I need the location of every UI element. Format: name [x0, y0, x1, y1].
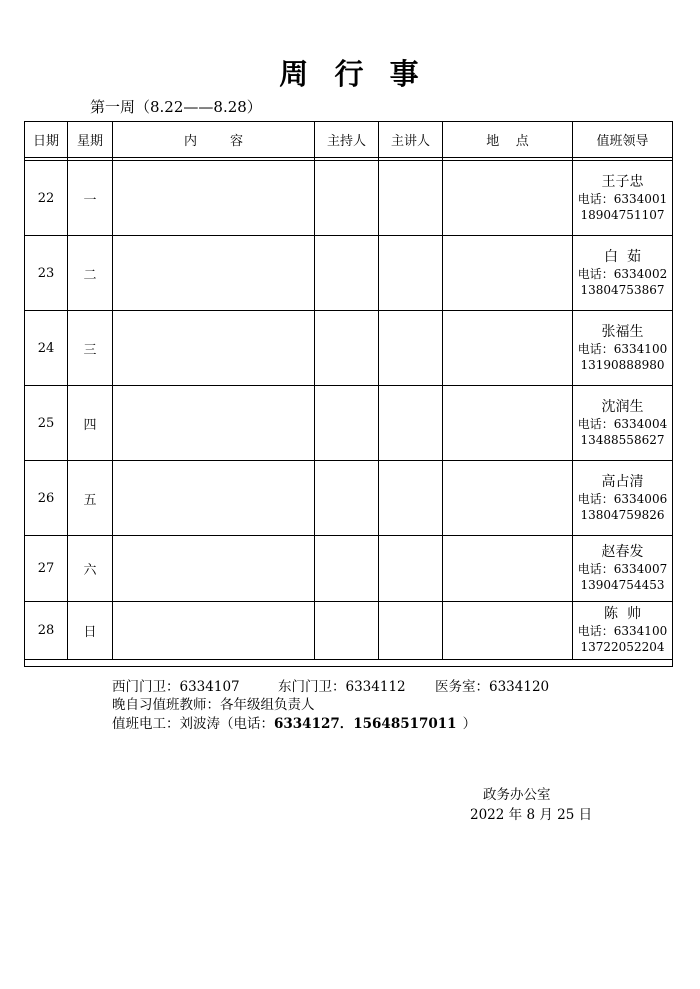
host-cell [315, 311, 379, 386]
leader-phone: 电话：6334006 [577, 491, 668, 506]
electrician-prefix: 值班电工：刘波涛（电话： [112, 716, 274, 732]
leader-cell [573, 236, 673, 311]
leader-mobile: 13190888980 [580, 357, 665, 372]
weekday-cell: 六 [68, 536, 113, 602]
leader-name: 高占清 [601, 473, 644, 490]
host-cell [315, 386, 379, 461]
weekday-cell: 二 [68, 236, 113, 311]
header-location: 地 点 [443, 122, 573, 158]
page-title: 周 行 事 [279, 57, 421, 91]
speaker-cell [379, 161, 443, 236]
speaker-cell [379, 602, 443, 660]
leader-phone: 电话：6334007 [577, 562, 668, 576]
host-cell [315, 461, 379, 536]
location-cell [443, 161, 573, 236]
clinic-phone: 医务室：6334120 [435, 679, 550, 695]
host-cell [315, 602, 379, 660]
east-gate-phone: 东门门卫：6334112 [278, 679, 406, 695]
table-bottom-spacer-row [25, 660, 673, 667]
leader-phone: 电话：6334100 [577, 341, 668, 356]
date-cell: 26 [25, 461, 68, 536]
leader-name: 赵春发 [601, 544, 644, 560]
leader-mobile: 13804759826 [580, 507, 665, 522]
table-row [25, 386, 673, 461]
weekday-cell: 五 [68, 461, 113, 536]
speaker-cell [379, 236, 443, 311]
leader-cell [573, 602, 673, 660]
leader-mobile: 13904754453 [580, 578, 665, 592]
speaker-cell [379, 311, 443, 386]
leader-cell [573, 461, 673, 536]
leader-name: 张福生 [601, 323, 644, 340]
electrician-phones: 6334127．15648517011 [274, 716, 457, 732]
header-content: 内 容 [113, 122, 315, 158]
evening-study-line: 晚自习值班教师：各年级组负责人 [112, 697, 315, 713]
leader-phone: 电话：6334004 [577, 416, 668, 431]
weekday-cell: 日 [68, 602, 113, 660]
leader-cell [573, 536, 673, 602]
header-host: 主持人 [315, 122, 379, 158]
leader-phone: 电话：6334001 [577, 191, 668, 206]
leader-phone: 电话：6334100 [577, 624, 668, 638]
table-row [25, 236, 673, 311]
content-cell [113, 236, 315, 311]
weekday-cell: 四 [68, 386, 113, 461]
weekday-cell: 三 [68, 311, 113, 386]
signature-office: 政务办公室 [483, 787, 551, 803]
header-leader: 值班领导 [573, 122, 673, 158]
header-date: 日期 [25, 122, 68, 158]
location-cell [443, 461, 573, 536]
leader-cell [573, 386, 673, 461]
header-speaker: 主讲人 [379, 122, 443, 158]
table-row [25, 602, 673, 660]
location-cell [443, 311, 573, 386]
date-cell: 24 [25, 311, 68, 386]
host-cell [315, 236, 379, 311]
location-cell [443, 236, 573, 311]
content-cell [113, 311, 315, 386]
content-cell [113, 386, 315, 461]
table-row [25, 161, 673, 236]
west-gate-phone: 西门门卫：6334107 [112, 679, 240, 695]
leader-mobile: 13804753867 [580, 282, 665, 297]
date-cell: 23 [25, 236, 68, 311]
table-row [25, 311, 673, 386]
gate-phones-line [112, 675, 549, 695]
electrician-suffix: ） [462, 716, 477, 732]
leader-name: 沈润生 [601, 398, 644, 415]
leader-cell [573, 161, 673, 236]
content-cell [113, 161, 315, 236]
table-row [25, 461, 673, 536]
table-row [25, 536, 673, 602]
schedule-table [24, 121, 673, 667]
content-cell [113, 461, 315, 536]
date-cell: 22 [25, 161, 68, 236]
leader-mobile: 13488558627 [580, 432, 665, 447]
leader-name: 王子忠 [601, 173, 644, 190]
leader-name: 陈 帅 [604, 606, 641, 622]
location-cell [443, 536, 573, 602]
electrician-line [112, 712, 476, 732]
header-row [25, 122, 673, 158]
content-cell [113, 602, 315, 660]
host-cell [315, 161, 379, 236]
weekday-cell: 一 [68, 161, 113, 236]
speaker-cell [379, 461, 443, 536]
leader-name: 白 茹 [604, 248, 641, 265]
location-cell [443, 386, 573, 461]
leader-cell [573, 311, 673, 386]
week-label: 第一周（8.22——8.28） [90, 98, 262, 116]
speaker-cell [379, 386, 443, 461]
header-weekday: 星期 [68, 122, 113, 158]
date-cell: 25 [25, 386, 68, 461]
location-cell [443, 602, 573, 660]
content-cell [113, 536, 315, 602]
host-cell [315, 536, 379, 602]
leader-mobile: 18904751107 [580, 207, 665, 222]
leader-phone: 电话：6334002 [577, 266, 668, 281]
signature-date: 2022 年 8 月 25 日 [470, 807, 593, 823]
date-cell: 27 [25, 536, 68, 602]
speaker-cell [379, 536, 443, 602]
date-cell: 28 [25, 602, 68, 660]
leader-mobile: 13722052204 [580, 640, 665, 654]
